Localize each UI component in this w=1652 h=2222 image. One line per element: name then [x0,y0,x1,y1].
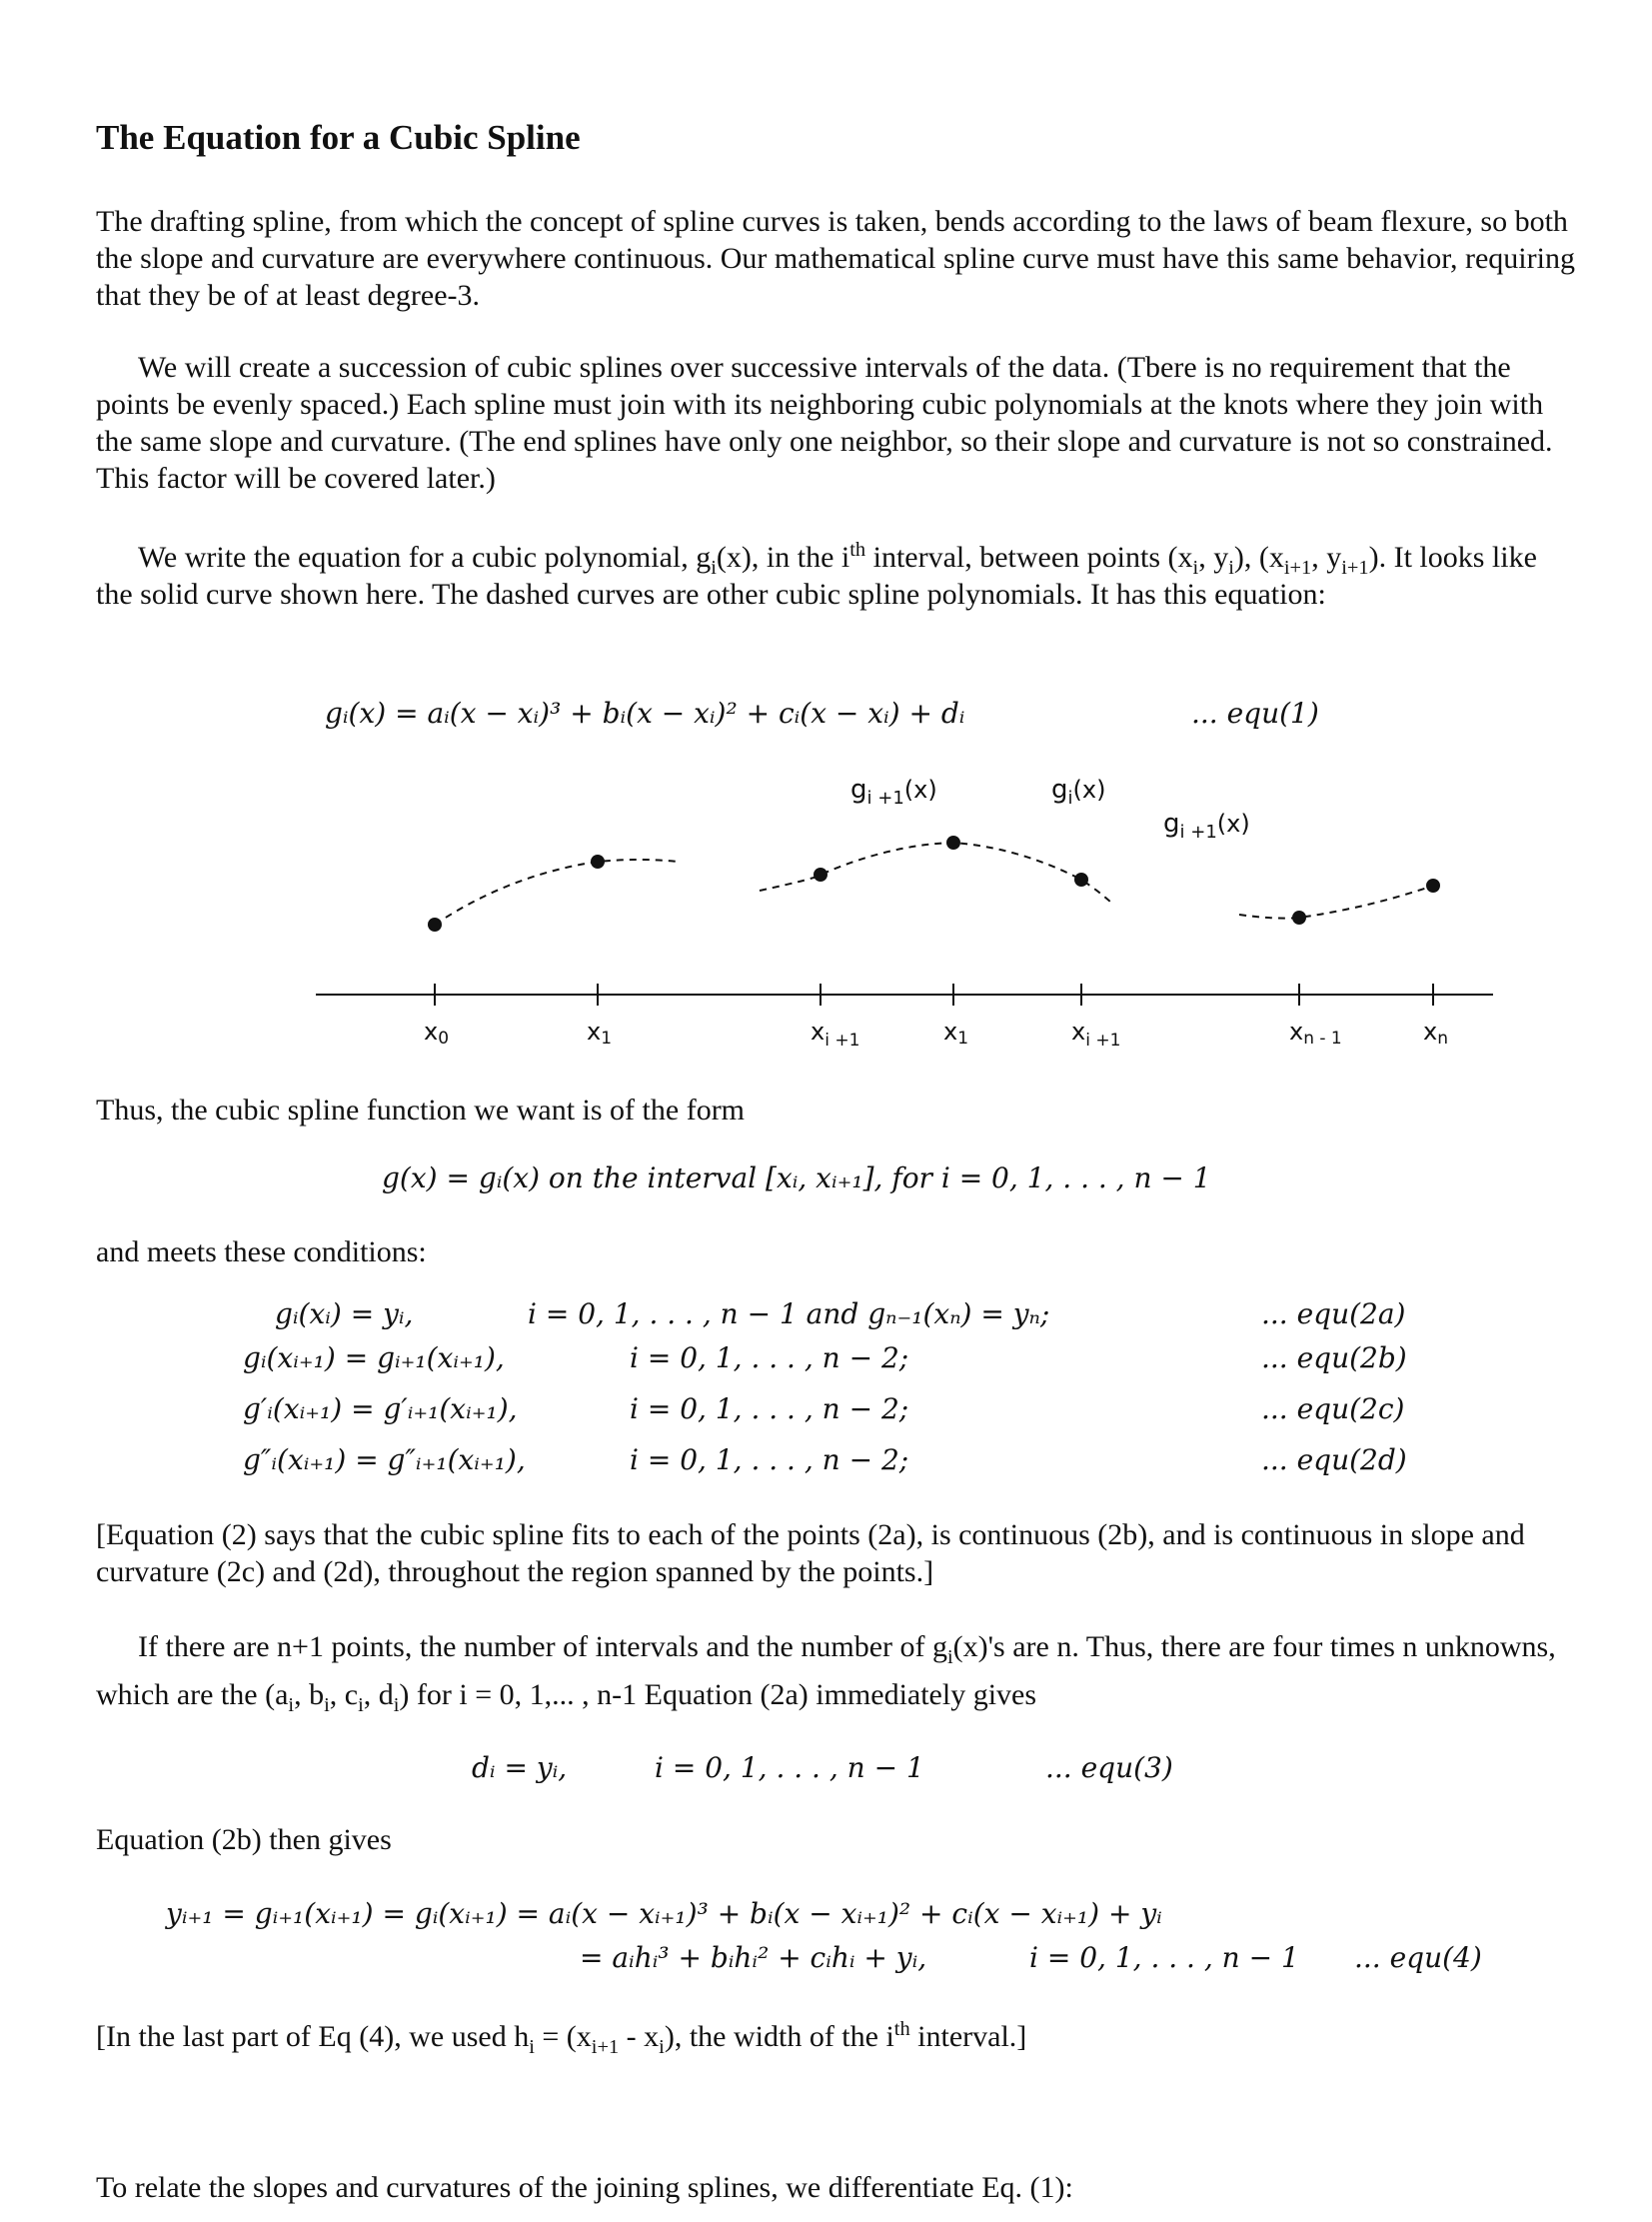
tick-label-x1-middle: x1 [943,1018,969,1049]
equation-2c-lhs: g′ᵢ(xᵢ₊₁) = g′ᵢ₊₁(xᵢ₊₁), [243,1392,518,1425]
paragraph-succession: We will create a succession of cubic splines over successive intervals of the data. (Tbere is no requirement that the points be evenly spaced.) Each spline must join with its neighboring cubic polynomials at the knots where they join with the same slope and curvature. (The end splines have only one neighbor, so their slope and curvature is not so constrained. This factor will be covered later.) [96,351,1553,495]
tick-label-xi-plus-1-left: $x_{i +1}$ [811,1018,860,1051]
equation-4-line-1: yᵢ₊₁ = gᵢ₊₁(xᵢ₊₁) = gᵢ(xᵢ₊₁) = aᵢ(x − xᵢ₊₁)³ + bᵢ(x − xᵢ₊₁)² + cᵢ(x − xᵢ₊₁) + yᵢ [166,1897,1162,1930]
tick-label-x0: x0 [424,1018,450,1049]
equation-2d-label: ... equ(2d) [1261,1443,1407,1476]
paragraph-thus: Thus, the cubic spline function we want is of the form [96,1094,746,1126]
equation-2b-label: ... equ(2b) [1261,1341,1407,1374]
paragraph-intro: The drafting spline, from which the concept of spline curves is taken, bends according to the laws of beam flexure, so both the slope and curvature are everywhere continuous. Our mathematical spline curve must have this same behavior, requiring that they be of at least degree-3. [96,205,1575,312]
tick-label-xn: xn [1423,1018,1448,1049]
equation-2b-lhs: gᵢ(xᵢ₊₁) = gᵢ₊₁(xᵢ₊₁), [243,1341,505,1374]
equation-2c-range: i = 0, 1, . . . , n − 2; [630,1392,909,1425]
equation-4-range: i = 0, 1, . . . , n − 1 [1029,1941,1299,1974]
equation-2c-label: ... equ(2c) [1261,1392,1405,1425]
paragraph-equation-2-note: [Equation (2) says that the cubic spline fits to each of the points (2a), is continuous (2b), and is continuous in slope and curvature (2c) and (2d), throughout the region spanned by the points.] [96,1518,1525,1588]
tick-label-xi-plus-1-right: $x_{i +1}$ [1071,1018,1121,1051]
equation-2a-range: i = 0, 1, . . . , n − 1 and gₙ₋₁(xₙ) = yₙ; [528,1297,1050,1330]
spline-segment-right [1239,886,1433,919]
tick-label-x1: x1 [587,1018,613,1049]
tick-label-xn-minus-1: xn - 1 [1289,1018,1342,1049]
equation-3-range: i = 0, 1, . . . , n − 1 [655,1751,924,1784]
paragraph-interval-width: [In the last part of Eq (4), we used $h_i = (x_{i+1} - x_i)$, the width of the $i^{th}$ interval.] [96,2018,1027,2058]
equation-2b-range: i = 0, 1, . . . , n − 2; [630,1341,909,1374]
curve-label-g-i-plus-1-right: $g_{i +1}(x)$ [1163,809,1250,843]
equation-1: gᵢ(x) = aᵢ(x − xᵢ)³ + bᵢ(x − xᵢ)² + cᵢ(x − xᵢ) + dᵢ [325,697,965,730]
paragraph-unknowns: If there are n+1 points, the number of intervals and the number of $g_i(x)'s$ are n. Thus, there are four times n unknowns, which are the ($a_i$, $b_i$, $c_i$, $d_i$) for i = 0, 1,... , n-1 Equation (2a) immediately gives [96,1630,1556,1716]
equation-2d-range: i = 0, 1, . . . , n − 2; [630,1443,909,1476]
page-title: The Equation for a Cubic Spline [96,118,581,157]
equation-4-line-2: = aᵢhᵢ³ + bᵢhᵢ² + cᵢhᵢ + yᵢ, [580,1941,927,1974]
paragraph-differentiate: To relate the slopes and curvatures of the joining splines, we differentiate Eq. (1): [96,2171,1073,2204]
spline-segment-left [435,860,678,925]
curve-label-g-i-plus-1-left: $g_{i +1}(x)$ [850,775,937,809]
equation-4-label: ... equ(4) [1354,1941,1482,1974]
curve-label-g-i: $g_i(x)$ [1051,775,1106,809]
equation-3-lhs: dᵢ = yᵢ, [472,1751,568,1784]
equation-3-label: ... equ(3) [1045,1751,1173,1784]
equation-2d-lhs: g″ᵢ(xᵢ₊₁) = g″ᵢ₊₁(xᵢ₊₁), [243,1443,526,1476]
equation-spline-form: g(x) = gᵢ(x) on the interval [xᵢ, xᵢ₊₁], for i = 0, 1, . . . , n − 1 [382,1161,1211,1194]
equation-1-label: ... equ(1) [1191,697,1319,730]
paragraph-cubic-polynomial: We write the equation for a cubic polynomial, $g_i(x)$, in the $i^{th}$ interval, between points ($x_i$, $y_i$), ($x_{i+1}$, $y_{i+1}$). It looks like the solid curve shown here. The dashed curves are other cubic spline polynomials. It has this equation: [96,539,1537,611]
paragraph-equation-2b: Equation (2b) then gives [96,1823,392,1856]
equation-2a-lhs: gᵢ(xᵢ) = yᵢ, [275,1297,414,1330]
paragraph-conditions: and meets these conditions: [96,1235,427,1268]
knot-points [428,836,1440,932]
equation-2a-label: ... equ(2a) [1261,1297,1406,1330]
spline-figure [300,760,1519,1060]
spline-segment-middle [760,843,1111,903]
